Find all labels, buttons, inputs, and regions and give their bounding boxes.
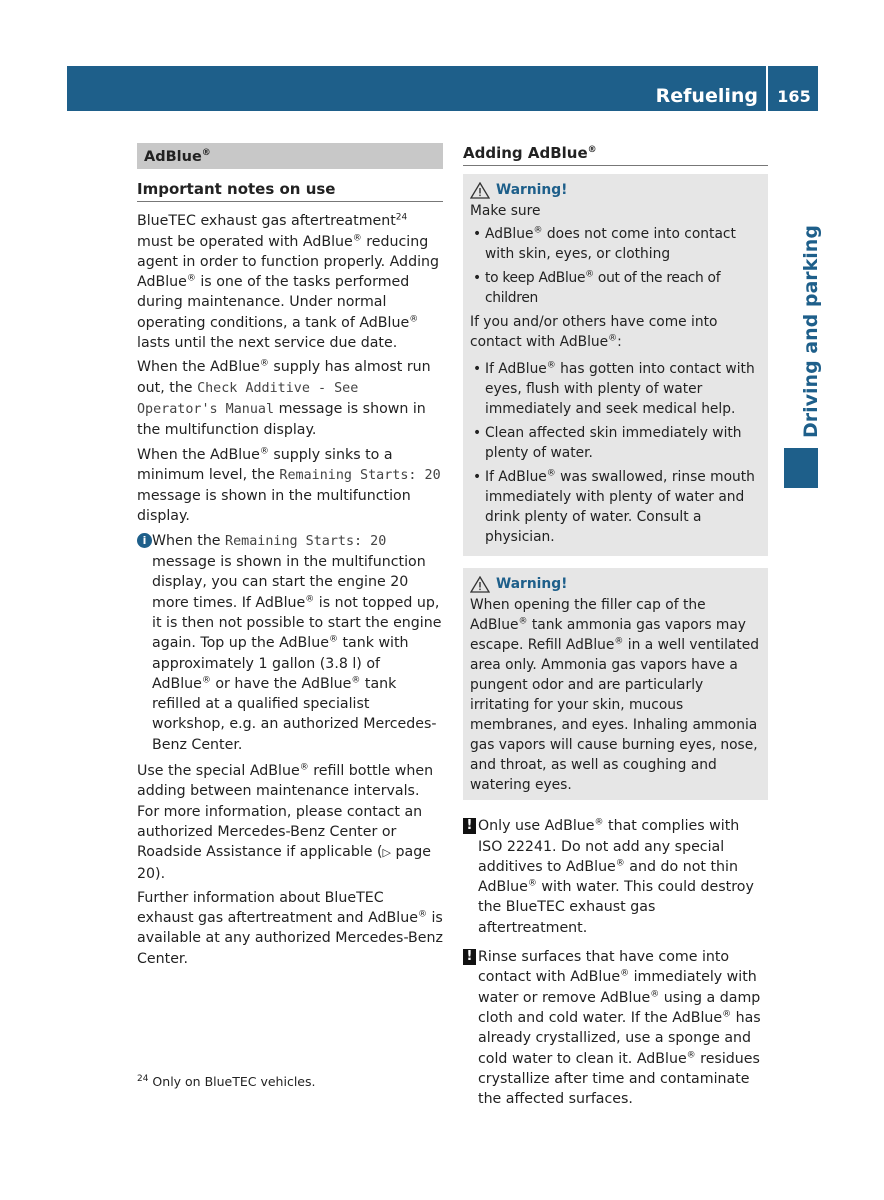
- caution-note-iso: ! Only use AdBlue® that complies with ISO 22241. Do not add any special additives to AdBlue® and do not thin AdBlue® with water. This could destroy the BlueTEC exhaust gas aftertreatment.: [463, 816, 768, 938]
- warning-intro: Make sure: [470, 203, 541, 220]
- page-reference[interactable]: page 20).: [137, 844, 431, 882]
- page-reference-arrow-icon: ▷: [382, 846, 392, 860]
- warning-triangle-icon: [470, 182, 490, 199]
- warning-box-safety: [463, 174, 768, 556]
- warning-box-ammonia: [463, 568, 768, 800]
- warning-header: [470, 574, 761, 594]
- list-item: • AdBlue® does not come into contact with skin, eyes, or clothing: [470, 224, 761, 264]
- section-title-bar: AdBlue®: [137, 143, 443, 169]
- sub-heading: Important notes on use: [137, 179, 443, 202]
- paragraph-remaining-starts: When the AdBlue® supply sinks to a minimum level, the Remaining Starts: 20 message is shown in the multifunction display.: [137, 445, 441, 525]
- info-icon: i: [137, 533, 152, 548]
- info-note: i When the Remaining Starts: 20 message is shown in the multifunction display, you can start the engine 20 more times. If AdBlue® is not topped up, it is then not possible to start the engine again. Top up the AdBlue® tank with approximately 1 gallon (3.8 l) of AdBlue® or have the AdBlue® tank refilled at a qualified specialist workshop, e.g. an authorized Mercedes-Benz Center.: [137, 531, 443, 755]
- display-message: Check Additive - See Operator's Manual: [137, 380, 359, 417]
- warning-label: Warning!: [496, 576, 568, 593]
- paragraph-check-additive: When the AdBlue® supply has almost run out, the Check Additive - See Operator's Manual message is shown in the multifunction display.: [137, 358, 431, 439]
- paragraph-intro: BlueTEC exhaust gas aftertreatment$^{24}$ must be operated with AdBlue® reducing agent in order to function properly. Adding AdBlue® is one of the tasks performed during maintenance. Under normal operating conditions, a tank of AdBlue® lasts until the next service due date.: [137, 212, 440, 352]
- warning-header: [470, 180, 761, 200]
- warning-triangle-icon: [470, 576, 490, 593]
- warning-label: Warning!: [496, 182, 568, 199]
- list-item: • If AdBlue® has gotten into contact with eyes, flush with plenty of water immediately and seek medical help.: [470, 359, 761, 419]
- right-column: [463, 143, 768, 1118]
- section-heading: Adding AdBlue®: [463, 143, 768, 166]
- caution-note-rinse: ! Rinse surfaces that have come into contact with AdBlue® immediately with water or remove AdBlue® using a damp cloth and cold water. If the AdBlue® has already crystallized, use a sponge and cold water to clean it. AdBlue® residues crystallize after time and contaminate the affected surfaces.: [463, 947, 768, 1109]
- side-tab-label: Driving and parking: [800, 225, 822, 438]
- page-header-title: Refueling: [655, 85, 758, 107]
- warning-text: When opening the filler cap of the AdBlue® tank ammonia gas vapors may escape. Refill AdBlue® in a well ventilated area only. Ammonia gas vapors have a pungent odor and are particularly irritating for your skin, mucous membranes, and eyes. Inhaling ammonia gas vapors will cause burning eyes, nose, and throat, as well as coughing and watering eyes.: [470, 597, 760, 794]
- display-message: Remaining Starts: 20: [225, 533, 387, 549]
- exclamation-icon: !: [463, 818, 476, 834]
- list-item: • Clean affected skin immediately with plenty of water.: [470, 423, 761, 463]
- display-message: Remaining Starts: 20: [279, 467, 441, 483]
- exclamation-icon: !: [463, 949, 476, 965]
- paragraph-refill-bottle: Use the special AdBlue® refill bottle when adding between maintenance intervals. For more information, please contact an authorized Mercedes-Benz Center or Roadside Assistance if applicable (▷ page 20).: [137, 762, 434, 882]
- left-column: [137, 143, 443, 973]
- side-tab-marker: [784, 448, 818, 488]
- paragraph-further-info: Further information about BlueTEC exhaust gas aftertreatment and AdBlue® is available at any authorized Mercedes-Benz Center.: [137, 889, 443, 967]
- warning-mid-text: If you and/or others have come into contact with AdBlue®:: [470, 314, 718, 351]
- header-divider: [766, 66, 768, 111]
- footnote: $^{24}$ Only on BlueTEC vehicles.: [137, 1073, 316, 1089]
- list-item: • to keep AdBlue® out of the reach of children: [470, 268, 761, 308]
- list-item: • If AdBlue® was swallowed, rinse mouth immediately with plenty of water and drink plenty of water. Consult a physician.: [470, 467, 761, 547]
- page-number: 165: [777, 87, 811, 106]
